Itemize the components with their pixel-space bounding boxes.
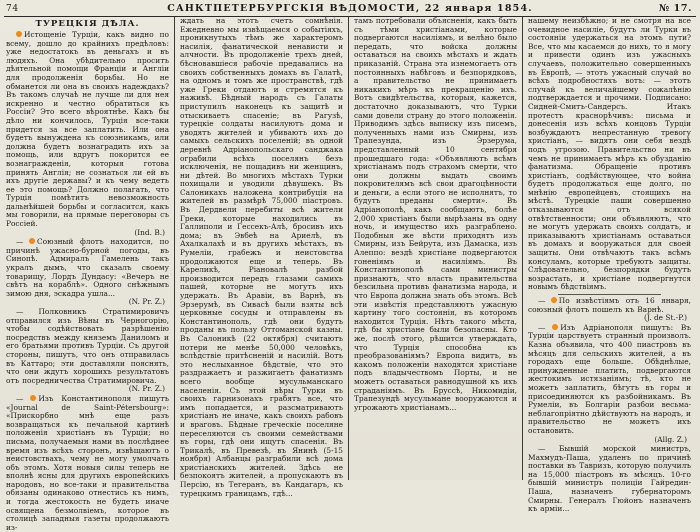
- column-4: нашему неизбѣжно; и не смотря на все очевидное насиліе, будутъ ли Турки въ состояніи удержаться на этомъ пути? Все, что мы касаемся до нихъ, то я могу и привести одинъ изъ ужасныхъ случаевъ, положительно совершенныхъ въ Европѣ, — этотъ ужасный случай во всѣхъ подробностяхъ вотъ: — этотъ случай къ величайшему сожалѣнію подтверждается и прочими. Подписано: Сидней-Смитъ-Сандерсъ. Итакъ протестъ краснорѣчивъ: письма и донесенія изъ всѣхъ концовъ Турціи возбуждаютъ непрестанную тревогу христіанъ, — видятъ они себя вездѣ подъ угрозою. Правительство ни въ чемъ не принимаетъ мѣръ къ обузданію фанатизма. Обращеніе противъ христіанъ, содѣйствующее, что война будетъ продолжаться еще долго, по мнѣнію европейцевъ, стоящихъ на мѣстѣ. Турецкіе паши совершенно отказываются отъ всякой отвѣтственности; они объявляютъ, что не могутъ удержать своихъ солдатъ, и приказываютъ христіанамъ оставаться въ домахъ и вооружаться для своей защиты. Они отвѣчаютъ такъ всѣмъ консуламъ, которые требуютъ защиты. Слѣдовательно, безпорядки будутъ возрастать, и христіане подвергнутся новымъ бѣдствіямъ. — По извѣстіямъ отъ 16 января, союзный флотъ пошелъ къ Варнѣ. (J. de St.-P.) — Изъ Адріанополя пишутъ: Въ Турціи царствуетъ странный произволъ. Казна объявила, что 400 пиастровъ въ мѣсяцъ для сельскихъ жителей, а въ городахъ еще больше. Обѣднѣлые, принужденные платить, подвергаются жестокимъ истязаніямъ; тѣ, кто не можетъ заплатить, бѣгутъ въ горы и присоединяются къ разбойникамъ. Въ Румеліи, въ Болгаріи разбои весьма-неблагопріятно дѣйствуютъ на народъ, и правительство не можетъ ихъ остановить. (Allg. Z.) — Бывшій морской министръ, Махмудъ-Паша, удаленъ по причинѣ поставки въ Тавризъ, которую получилъ на 15,000 піастровъ въ мѣсяцъ. 10-го бывшій министръ полиціи Гайредин-Паша, назначенъ губернаторомъ Смирны. Генералъ Гюйонъ назначенъ къ арміи...: [528, 16, 692, 514]
- section-title: ТУРЕЦКІЯ ДѢЛА.: [35, 19, 140, 29]
- article-source: (N. Pr. Z.): [128, 384, 165, 394]
- page-number: 74: [6, 4, 19, 14]
- page-header: [4, 2, 696, 17]
- article-text: Полковникъ Стратимировичъ отправился изъ Вѣны въ Черногорію, чтобы содѣйствовать разрѣшенію посредствъ между княземъ Даниломъ и его братьями противъ Турціи. Съ другой стороны, пишутъ, что онъ отправилась въ Каттаро; эти доставляли пояснять, что они ждутъ хорошихъ результатовъ отъ посредничества Стратимировича.: [6, 307, 169, 385]
- article-source: (Ind. B.): [134, 227, 165, 237]
- article-source: (N. Pr. Z.): [128, 297, 165, 307]
- column-1: ТУРЕЦКІЯ ДѢЛА. Истощеніе Турціи, какъ видно по всему, дошло до крайнихъ предѣловъ: уже недостатокъ въ деньгахъ и въ людяхъ. Она убѣдительно проситъ дѣятельной помощи Франціи и Англіи для продолженія борьбы. Но не обманется ли она въ своихъ надеждахъ? Въ такомъ случаѣ не лучше ли для нея искренно и честно обратиться къ Россіи? Это всего вѣроятнѣе. Какъ бы дѣло ни кончилось, Турція все-таки придется за все заплатить. Или она будетъ вынуждена къ союзникамъ, или должна будетъ вознаградить ихъ за помощь, или вдругъ покорится ее вознагражденія, которыя готова принять Англія; не сознаться ли ей въ ихъ другіе державы? и къ чему ведетъ ее это помощь? Должно полагать, что Турція помѣтитъ невозможность дальнѣйшей борьбы и согласится, какъ мы говорили, на прямые переговоры съ Россіей. (Ind. B.) — Союзный флотъ находится, по причинѣ ужасно-бурной погоды, въ Синопѣ. Адмиралъ Гамелень такъ укралъ дымъ, что сказалъ своему товарищу, Лордъ Дундасу: «Вечеръ не свѣтъ на кораблѣ». Одного снѣжнымъ зимою дня, эскадра ушла... (N. Pr. Z.) — Полковникъ Стратимировичъ отправился изъ Вѣны въ Черногорію, чтобы содѣйствовать разрѣшенію посредствъ между княземъ Даниломъ и его братьями противъ Турціи. Съ другой стороны, пишутъ, что онъ отправилась въ Каттаро; эти доставляли пояснять, что они ждутъ хорошихъ результатовъ отъ посредничества Стратимировича. (N. Pr. Z.) — Изъ Константинополя пишутъ «Journal de Saint-Pétersbourg»: «Прискорбно мнѣ еще разъ возвращаться къ печальной картинѣ положенія христіанъ въ Турціи; но письма, получаемыя нами въ послѣднее время изъ всѣхъ сторонъ, извѣщаютъ о неистовствахъ, чему не могу умолчать объ этомъ. Хотя новыя силы теперь не вполнѣ ясны для другихъ европейскихъ народовъ, но все-таки и правительства обязаны одинаково отнестись къ нимъ, и тогда жестокость не будетъ иначе освящена безмолвіемъ, которое въ столицѣ западныя газеты продолжаютъ из-: [4, 17, 175, 480]
- column-2: [175, 16, 349, 498]
- article-text: тамъ потребовали объясненія, какъ быть съ тѣми христіанами, которые подвергаются насиліямъ, и велѣно было передать, что войска должны оставаться на своихъ мѣстахъ и ждать приказаній. Страна эта изнемогаетъ отъ постоянныхъ набѣговъ и безпорядковъ, а правительство не принимаетъ никакихъ мѣръ къ прекращенію ихъ. Вотъ свидѣтельства, которыя, кажется, достаточно доказываютъ, что Турки сами довели страну до этого положенія. Приводимъ здѣсь выписку изъ писемъ, полученныхъ нами изъ Смирны, изъ Трапезунда, изъ Эрзерума, представленный 10 сентября прошедшаго года: «Объявляютъ всѣмъ христіанамъ подъ страхомъ смерти, что они должны выдать своимъ покровителямъ всѣ свои драгоцѣнности и деньги, а если этого не исполнятъ, то будутъ преданы смерти». Въ Адріанополѣ, какъ сообщаютъ, болѣе 2,000 христіанъ были вырѣзаны въ одну ночь, и имущество ихъ разграблено. Подобныя же вѣсти приходятъ изъ Смирны, изъ Бейрута, изъ Дамаска, изъ Алеппо: вездѣ христіане подвергаются гоненіямъ и насиліямъ. Въ Константинополѣ сами министры признаютъ, что власть правительства безсильна противъ фанатизма народа, и что Европа должна знать объ этомъ. Всѣ эти извѣстія представляютъ ужасную картину того состоянія, въ которомъ находится Турція. Нѣтъ такого мѣста, гдѣ бы христіане были безопасны. Кто же, послѣ этого, рѣшится утверждать, что Турція способна къ преобразованіямъ? Европа видитъ, въ какомъ положеніи находятся христіане подъ владычествомъ Порты, и не можетъ оставаться равнодушной къ ихъ страданіямъ. Въ Бруссѣ, Никомидіи, Трапезундѣ мусульмане вооружаются и угрожаютъ христіанамъ...: [354, 16, 517, 412]
- orange-marker-icon: [30, 395, 36, 401]
- orange-marker-icon: [551, 297, 557, 303]
- article-text: Изъ Адріанополя пишутъ: Въ Турціи царствуетъ странный произволъ. Казна объявила, что 400 пиастровъ въ мѣсяцъ для сельскихъ жителей, а въ городахъ еще больше. Обѣднѣлые, принужденные платить, подвергаются жестокимъ истязаніямъ; тѣ, кто не можетъ заплатить, бѣгутъ въ горы и присоединяются къ разбойникамъ. Въ Румеліи, въ Болгаріи разбои весьма-неблагопріятно дѣйствуютъ на народъ, и правительство не можетъ ихъ остановить.: [528, 322, 691, 435]
- article-text: нашему неизбѣжно; и не смотря на все очевидное насиліе, будутъ ли Турки въ состояніи удержаться на этомъ пути? Все, что мы касаемся до нихъ, то я могу и привести одинъ изъ ужасныхъ случаевъ, положительно совершенныхъ въ Европѣ, — этотъ ужасный случай во всѣхъ подробностяхъ вотъ: — этотъ случай къ величайшему сожалѣнію подтверждается и прочими. Подписано: Сидней-Смитъ-Сандерсъ. Итакъ протестъ краснорѣчивъ: письма и донесенія изъ всѣхъ концовъ Турціи возбуждаютъ непрестанную тревогу христіанъ, — видятъ они себя вездѣ подъ угрозою. Правительство ни въ чемъ не принимаетъ мѣръ къ обузданію фанатизма. Обращеніе противъ христіанъ, содѣйствующее, что война будетъ продолжаться еще долго, по мнѣнію европейцевъ, стоящихъ на мѣстѣ. Турецкіе паши совершенно отказываются отъ всякой отвѣтственности; они объявляютъ, что не могутъ удержать своихъ солдатъ, и приказываютъ христіанамъ оставаться въ домахъ и вооружаться для своей защиты. Они отвѣчаютъ такъ всѣмъ консуламъ, которые требуютъ защиты. Слѣдовательно, безпорядки будутъ возрастать, и христіане подвергнутся новымъ бѣдствіямъ.: [528, 16, 691, 292]
- article-source: (Allg. Z.): [654, 434, 687, 444]
- orange-marker-icon: [29, 238, 35, 244]
- column-3: [349, 17, 523, 480]
- issue-number: № 17.: [658, 3, 692, 14]
- article-text: Истощеніе Турціи, какъ видно по всему, дошло до крайнихъ предѣловъ: уже недостатокъ въ деньгахъ и въ людяхъ. Она убѣдительно проситъ дѣятельной помощи Франціи и Англіи для продолженія борьбы. Но не обманется ли она въ своихъ надеждахъ? Въ такомъ случаѣ не лучше ли для нея искренно и честно обратиться къ Россіи? Это всего вѣроятнѣе. Какъ бы дѣло ни кончилось, Турція все-таки придется за все заплатить. Или она будетъ вынуждена къ союзникамъ, или должна будетъ вознаградить ихъ за помощь, или вдругъ покорится ее вознагражденія, которыя готова принять Англія; не сознаться ли ей въ ихъ другіе державы? и къ чему ведетъ ее это помощь? Должно полагать, что Турція помѣтитъ невозможность дальнѣйшей борьбы и согласится, какъ мы говорили, на прямые переговоры съ Россіей.: [6, 30, 169, 229]
- columns: [4, 16, 696, 532]
- orange-marker-icon: [16, 31, 22, 37]
- article-source: (J. de St.-P.): [643, 313, 687, 323]
- article-text: Бывшій морской министръ, Махмудъ-Паша, удаленъ по причинѣ поставки въ Тавризъ, которую получилъ на 15,000 піастровъ въ мѣсяцъ. 10-го бывшій министръ полиціи Гайредин-Паша, назначенъ губернаторомъ Смирны. Генералъ Гюйонъ назначенъ къ арміи...: [528, 444, 692, 514]
- article-text: По извѣстіямъ отъ 16 января, союзный флотъ пошелъ къ Варнѣ.: [528, 296, 691, 314]
- article-text: Изъ Константинополя пишутъ «Journal de Saint-Pétersbourg»: «Прискорбно мнѣ еще разъ возвращаться къ печальной картинѣ положенія христіанъ въ Турціи; но письма, получаемыя нами въ послѣднее время изъ всѣхъ сторонъ, извѣщаютъ о неистовствахъ, чему не могу умолчать объ этомъ. Хотя новыя силы теперь не вполнѣ ясны для другихъ европейскихъ народовъ, но все-таки и правительства обязаны одинаково отнестись къ нимъ, и тогда жестокость не будетъ иначе освящена безмолвіемъ, которое въ столицѣ западныя газеты продолжаютъ из-: [6, 393, 169, 532]
- article-text: Союзный флотъ находится, по причинѣ ужасно-бурной погоды, въ Синопѣ. Адмиралъ Гамелень такъ укралъ дымъ, что сказалъ своему товарищу, Лордъ Дундасу: «Вечеръ не свѣтъ на кораблѣ». Одного снѣжнымъ зимою дня, эскадра ушла...: [6, 237, 169, 298]
- divider: [558, 294, 661, 295]
- orange-marker-icon: [552, 324, 558, 330]
- article-text: ждать на этотъ счетъ сомнѣнія. Ежедневно мы извѣщаемся о событіяхъ, проникнутыхъ тѣмъ же характеромъ насилія, фанатической ненависти и алчности. Въ продолженіе трехъ дней, бѣсновавшіеся рабочіе предавались на своихъ собственныхъ домахъ въ Галатѣ, на одномъ и томъ же пространствѣ, гдѣ уже Греки отдаютъ и стремятся къ наживѣ. Бѣдный народъ съ Галаты приступилъ наконецъ къ защитѣ и отыскиваетъ спасеніе; въ Рагузѣ, турецкіе солдаты насилуютъ дома и уводятъ жителей и убиваютъ ихъ до самыхъ сельскихъ поселеній; въ одной деревнѣ Адріанопольскаго санджака ограбили всѣхъ поселянъ безъ исключенія, не пощадивъ ни женщинъ, ни дѣтей. Во многихъ мѣстахъ Турки похищали и уводили дѣвушекъ. Въ Салоникахъ наложена контрибуція на жителей въ размѣрѣ 75,000 піастровъ. Въ Дердвели перебиты всѣ жители Греки, которые находились въ Галлиполи и Гессекъ-Алѣ, бросивъ ихъ дома; въ Эвбеѣ на Ариелѣ, въ Ахалкалахѣ и въ другихъ мѣстахъ, въ Румеліи, грабежъ и неистовства продолжаются еще и теперь. Въ Кареликѣ, Ріановалѣ разбой производится передъ глазами самихъ пашей, которые не могутъ ихъ удержать. Въ Аравіи, въ Варнѣ, въ Эрзерумѣ, въ Сивасѣ были взяты всѣ церковные сосуды и отправлены въ Константинополь, гдѣ они будутъ проданы въ пользу Оттоманской казны. Въ Салоникѣ (22 октября) считаютъ потери не менѣе 50,000 человѣкъ, вслѣдствіе притѣсненій и насилій. Вотъ это неслыханное бѣдствіе, что это раздражаетъ и разжигаетъ фанатизмъ всего вообще мусульманскаго населенія. Съ этой вѣры Турки въ своихъ гарнизонахъ грабятъ все, что имъ попадается, и разсматриваютъ христіанъ не иначе, какъ своихъ рабовъ и враговъ. Бѣдные греческіе поселяне переселяются съ своими семействами въ горы, гдѣ они ищутъ спасенія. Въ Трикалѣ, въ Превезѣ, въ Янинѣ (5-15 ноября) Албанцы разграбили всѣ дома христіанскихъ жителей. Здѣсь не безпокоятъ жителей, а пропускаютъ въ Персію, въ Тегеранъ, въ Кандагаръ, къ турецкимъ границамъ, гдѣ...: [180, 16, 343, 498]
- newspaper-title: САНКТПЕТЕРБУРГСКІЯ ВѢДОМОСТИ, 22 января 1854.: [167, 3, 533, 14]
